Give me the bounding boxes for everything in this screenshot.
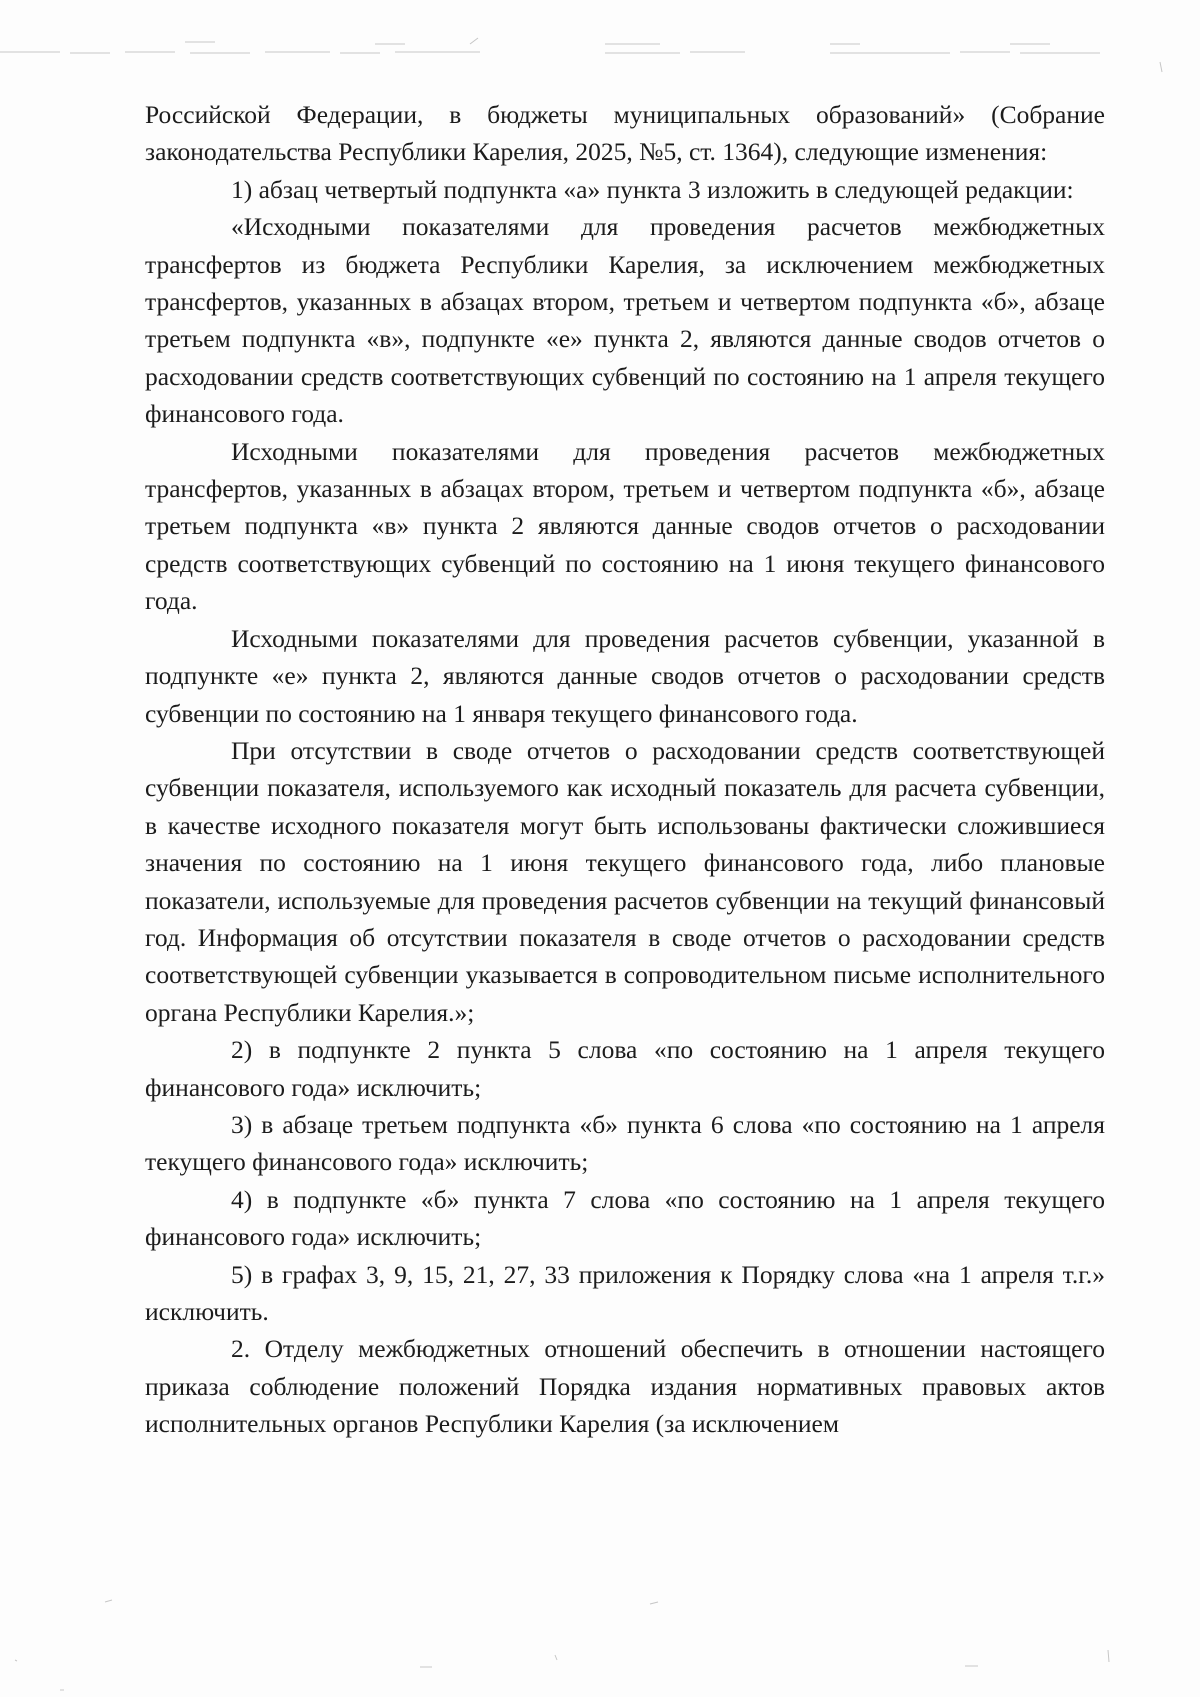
paragraph: Российской Федерации, в бюджеты муниципальных образований» (Собрание законодательства Республики Карелия, 2025, №5, ст. 1364), следующие изменения: <box>145 100 1105 167</box>
paragraph: 4) в подпункте «б» пункта 7 слова «по состоянию на 1 апреля текущего финансового года» исключить; <box>145 1184 1105 1252</box>
paragraph: Исходными показателями для проведения расчетов межбюджетных трансфертов, указанных в абзацах втором, третьем и четвертом подпункта «б», абзаце третьем подпункта «в» пункта 2 являются данные сводов отчетов о расходовании средств соответствующих субвенций по состоянию на 1 июня текущего финансового года. <box>145 436 1105 616</box>
paragraph: 2. Отделу межбюджетных отношений обеспечить в отношении настоящего приказа соблюдение положений Порядка издания нормативных правовых актов исполнительных органов Республики Карелия (за исключением <box>145 1334 1105 1439</box>
paragraph: При отсутствии в своде отчетов о расходовании средств соответствующей субвенции показателя, используемого как исходный показатель для расчета субвенции, в качестве исходного показателя могут быть использованы фактически сложившиеся значения по состоянию на 1 июня текущего финансового года, либо плановые показатели, используемые для проведения расчетов субвенции на текущий финансовый год. Информация об отсутствии показателя в своде отчетов о расходовании средств соответствующей субвенции указывается в сопроводительном письме исполнительного органа Республики Карелия.»; <box>145 735 1105 1027</box>
paragraph: Исходными показателями для проведения расчетов субвенции, указанной в подпункте «е» пункта 2, являются данные сводов отчетов о расходовании средств субвенции по состоянию на 1 января текущего финансового года. <box>145 623 1105 728</box>
paragraph: 2) в подпункте 2 пункта 5 слова «по состоянию на 1 апреля текущего финансового года» исключить; <box>145 1035 1105 1102</box>
paragraph: 5) в графах 3, 9, 15, 21, 27, 33 приложения к Порядку слова «на 1 апреля т.г.» исключить. <box>145 1259 1105 1326</box>
paragraph: 3) в абзаце третьем подпункта «б» пункта 6 слова «по состоянию на 1 апреля текущего финансового года» исключить; <box>145 1109 1105 1177</box>
paragraph: «Исходными показателями для проведения расчетов межбюджетных трансфертов из бюджета Республики Карелия, за исключением межбюджетных трансфертов, указанных в абзацах втором, третьем и четвертом подпункта «б», абзаце третьем подпункта «в», подпункте «е» пункта 2, являются данные сводов отчетов о расходовании средств соответствующих субвенций по состоянию на 1 апреля текущего финансового года. <box>145 212 1105 429</box>
document-body <box>145 96 1105 1443</box>
paragraph: 1) абзац четвертый подпункта «а» пункта 3 изложить в следующей редакции: <box>231 174 1074 204</box>
